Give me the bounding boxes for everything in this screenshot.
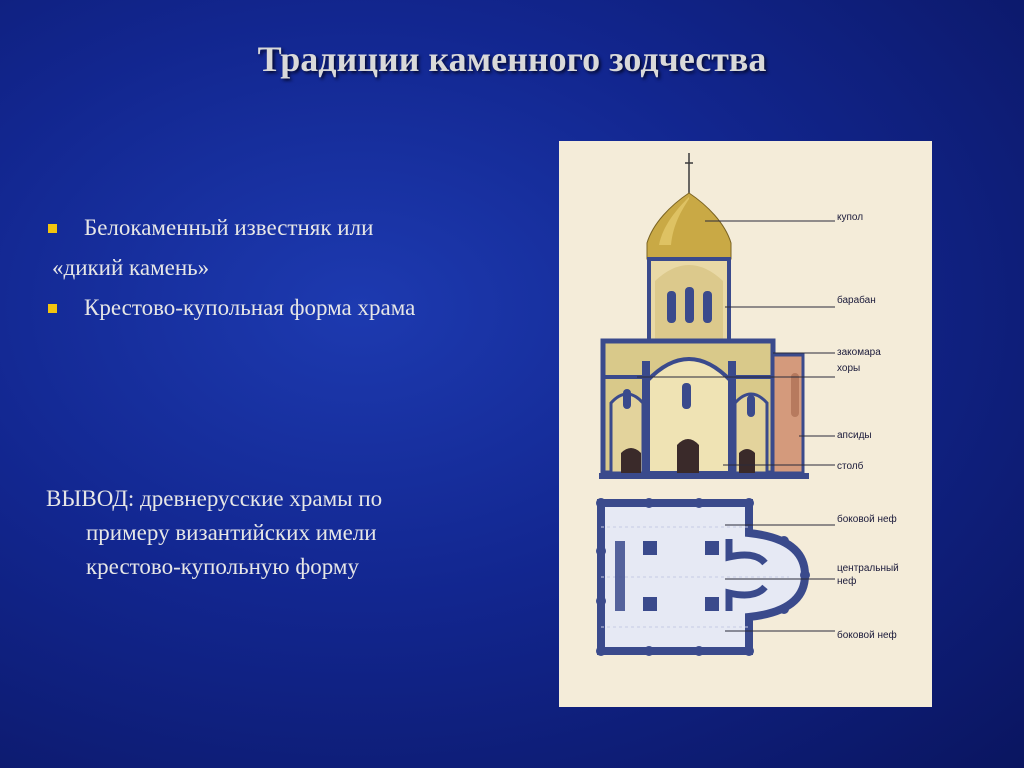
label-zakomara: закомара — [837, 347, 881, 358]
square-bullet-icon — [48, 224, 57, 233]
label-tsentralnyi-nef-2: неф — [837, 576, 857, 587]
label-bokovoi-nef-1: боковой неф — [837, 514, 897, 525]
label-tsentralnyi-nef-1: центральный — [837, 563, 899, 574]
label-stolb: столб — [837, 461, 864, 472]
bullet-item — [44, 208, 544, 248]
conclusion-line-3: крестово-купольную форму — [86, 554, 359, 579]
square-bullet-icon — [48, 304, 57, 313]
label-apsidy: апсиды — [837, 430, 872, 441]
church-diagram-panel — [559, 141, 932, 707]
church-plan-drawing — [596, 498, 810, 656]
conclusion-line-1: ВЫВОД: древнерусские храмы по — [46, 486, 383, 511]
bullet-item — [44, 288, 544, 328]
slide-title: Традиции каменного зодчества — [257, 39, 767, 79]
label-kupol: купол — [837, 212, 864, 223]
conclusion-line-2: примеру византийских имели — [86, 520, 377, 545]
label-bokovoi-nef-2: боковой неф — [837, 630, 897, 641]
bullet-continuation — [44, 248, 544, 288]
church-section-drawing — [599, 153, 809, 479]
bullet-text: Крестово-купольная форма храма — [84, 295, 416, 320]
bullet-text: Белокаменный известняк или — [84, 215, 374, 240]
label-khory: хоры — [837, 363, 861, 374]
bullet-list — [44, 208, 544, 328]
church-diagram — [559, 141, 932, 707]
label-baraban: барабан — [837, 295, 876, 306]
bullet-text: «дикий камень» — [52, 255, 210, 280]
conclusion-text — [46, 482, 516, 584]
